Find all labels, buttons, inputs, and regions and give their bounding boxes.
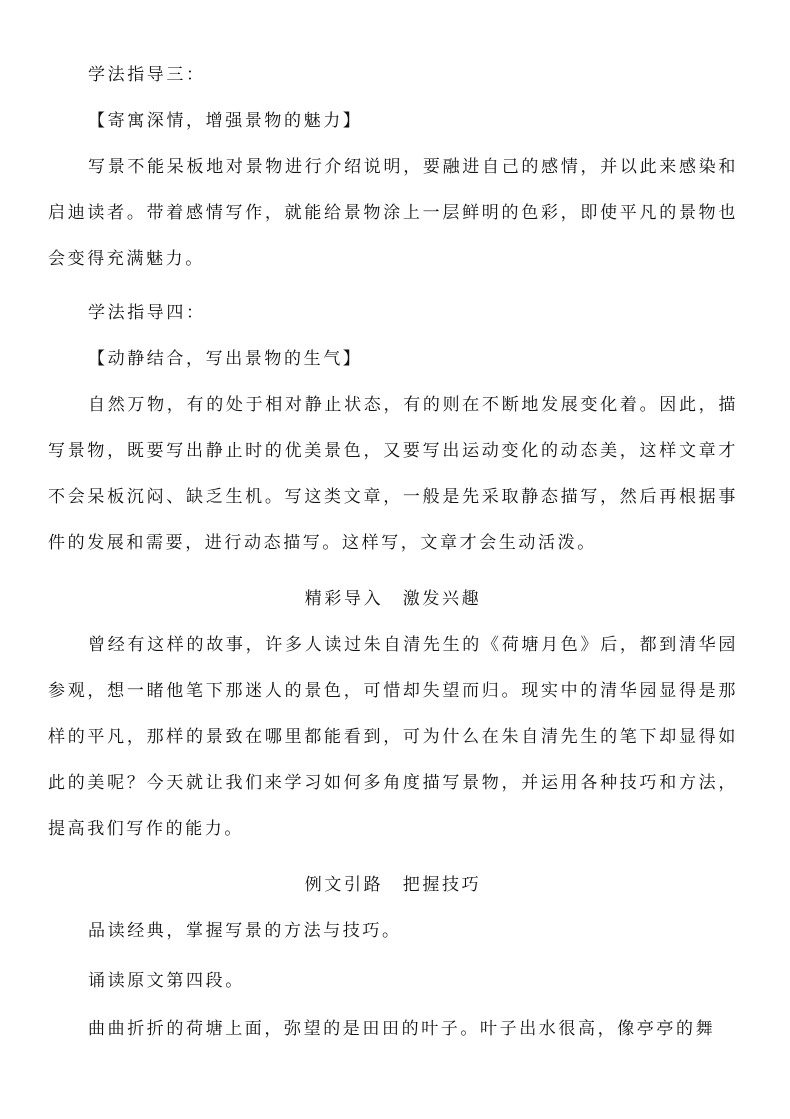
tip-3-title: 【寄寓深情，增强景物的魅力】 — [88, 111, 363, 131]
tip-3-body: 写景不能呆板地对景物进行介绍说明，要融进自己的感情，并以此来感染和启迪读者。带着感情写作，就能给景物涂上一层鲜明的色彩，即使平凡的景物也会变得充满魅力。 — [48, 157, 738, 269]
example-line-1: 品读经典，掌握写景的方法与技巧。 — [88, 921, 402, 941]
heading-tip-4: 学法指导四： — [88, 303, 206, 323]
example-line-3: 曲曲折折的荷塘上面，弥望的是田田的叶子。叶子出水很高，像亭亭的舞 — [88, 1019, 716, 1039]
tip-4-body: 自然万物，有的处于相对静止状态，有的则在不断地发展变化着。因此，描写景物，既要写出静止时的优美景色，又要写出运动变化的动态美，这样文章才不会呆板沉闷、缺乏生机。写这类文章，一般是先采取静态描写，然后再根据事件的发展和需要，进行动态描写。这样写，文章才会生动活泼。 — [48, 395, 738, 553]
section-example-title: 例文引路 把握技巧 — [304, 875, 482, 895]
intro-body: 曾经有这样的故事，许多人读过朱自清先生的《荷塘月色》后，都到清华园参观，想一睹他笔下那迷人的景色，可惜却失望而归。现实中的清华园显得是那样的平凡，那样的景致在哪里都能看到，可为什么在朱自清先生的笔下却显得如此的美呢？今天就让我们来学习如何多角度描写景物，并运用各种技巧和方法，提高我们写作的能力。 — [48, 635, 738, 839]
tip-4-title: 【动静结合，写出景物的生气】 — [88, 349, 363, 369]
section-intro-title: 精彩导入 激发兴趣 — [304, 589, 482, 609]
example-line-2: 诵读原文第四段。 — [88, 971, 245, 991]
heading-tip-3: 学法指导三： — [88, 65, 206, 85]
